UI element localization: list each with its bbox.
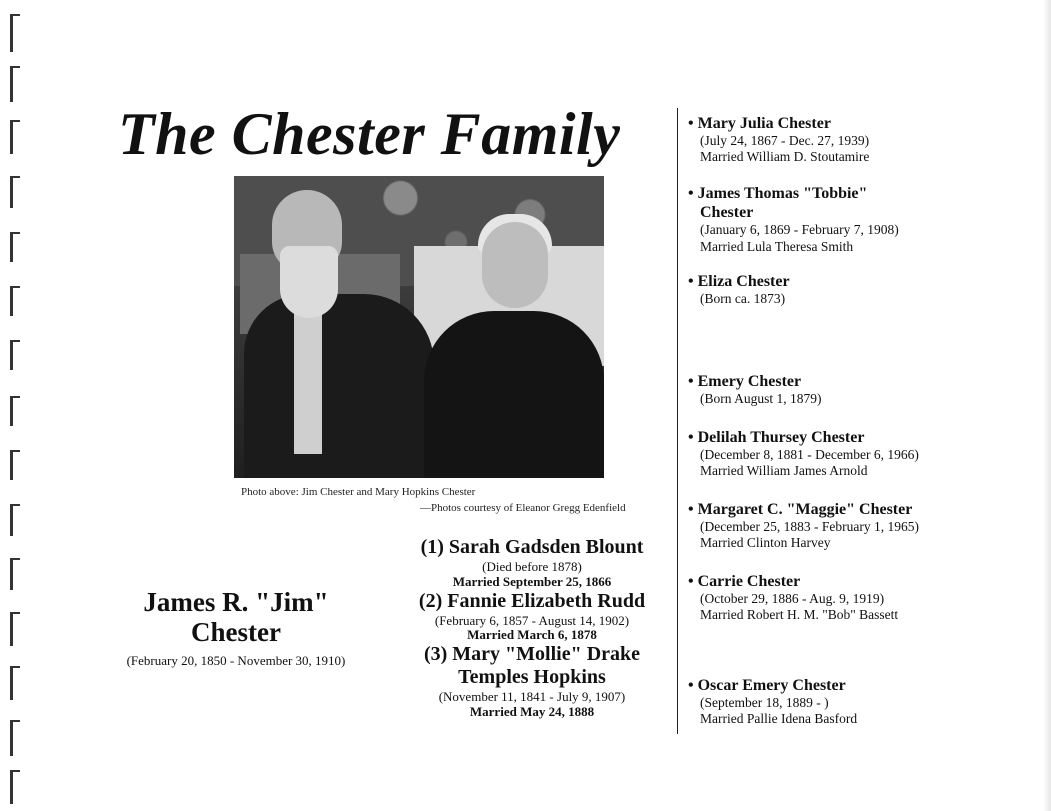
family-photo [234, 176, 604, 478]
page-edge-shadow [1043, 0, 1051, 811]
child-entry [688, 676, 1033, 728]
child-dates: (Born August 1, 1879) [700, 391, 822, 407]
photo-man-figure [244, 294, 434, 478]
child-entry [688, 428, 1033, 480]
photo-caption: Photo above: Jim Chester and Mary Hopkins Chester [241, 486, 476, 498]
child-name: Carrie Chester [697, 573, 801, 590]
child-spouse: Married Robert H. M. "Bob" Bassett [700, 607, 899, 623]
spouses-list [392, 536, 672, 720]
child-dates: (January 6, 1869 - February 7, 1908) [700, 222, 899, 238]
child-entry [688, 500, 1033, 552]
spouse-name-line2: Temples Hopkins [458, 666, 606, 689]
bullet-icon: • [688, 373, 694, 390]
spouse-entry [392, 643, 672, 720]
spouse-entry [392, 590, 672, 644]
child-entry [688, 184, 1033, 255]
spouse-dates: (February 6, 1857 - August 14, 1902) [434, 612, 630, 628]
child-dates: (September 18, 1889 - ) [700, 695, 829, 711]
spouse-dates: (Died before 1878) [482, 559, 582, 574]
child-entry [688, 114, 1033, 166]
photo-credit: —Photos courtesy of Eleanor Gregg Edenfield [420, 502, 626, 514]
spouse-married: Married May 24, 1888 [469, 703, 595, 719]
child-dates: (Born ca. 1873) [700, 291, 786, 307]
child-spouse: Married William D. Stoutamire [700, 149, 870, 165]
patriarch-name-line1: James R. "Jim" [143, 587, 329, 617]
child-dates: (December 25, 1883 - February 1, 1965) [700, 519, 919, 535]
spouse-married: Married March 6, 1878 [467, 627, 597, 643]
spouse-name-line1: (3) Mary "Mollie" Drake [423, 643, 641, 666]
photo-woman-figure [424, 311, 604, 478]
child-entry [688, 372, 1033, 407]
spouse-name: (1) Sarah Gadsden Blount [420, 536, 644, 558]
bullet-icon: • [688, 273, 694, 290]
photo-man-beard [280, 246, 338, 318]
binder-holes [10, 0, 24, 811]
child-entry [688, 572, 1033, 624]
column-divider [677, 108, 678, 734]
child-spouse: Married Pallie Idena Basford [700, 711, 858, 727]
child-name-line2: Chester [700, 204, 754, 222]
child-name: Delilah Thursey Chester [697, 429, 865, 446]
spouse-married: Married September 25, 1866 [452, 573, 612, 589]
page-title: The Chester Family [118, 101, 621, 167]
bullet-icon: • [688, 115, 694, 132]
child-spouse: Married William James Arnold [700, 463, 868, 479]
spouse-name: (2) Fannie Elizabeth Rudd [418, 589, 646, 612]
patriarch-block [100, 588, 372, 669]
photo-woman-head [482, 222, 548, 308]
bullet-icon: • [688, 677, 694, 694]
spouse-entry [392, 536, 672, 590]
child-name: Mary Julia Chester [697, 115, 831, 132]
child-name: Oscar Emery Chester [697, 677, 846, 694]
patriarch-dates: (February 20, 1850 - November 30, 1910) [126, 653, 346, 669]
child-name-line1: James Thomas "Tobbie" [697, 185, 868, 202]
spouse-dates: (November 11, 1841 - July 9, 1907) [438, 689, 626, 705]
child-name: Eliza Chester [697, 273, 790, 290]
bullet-icon: • [688, 185, 694, 202]
bullet-icon: • [688, 573, 694, 590]
child-dates: (July 24, 1867 - Dec. 27, 1939) [700, 133, 870, 149]
child-spouse: Married Clinton Harvey [700, 535, 831, 551]
child-dates: (October 29, 1886 - Aug. 9, 1919) [700, 591, 885, 607]
child-name: Margaret C. "Maggie" Chester [697, 501, 913, 518]
child-spouse: Married Lula Theresa Smith [700, 238, 854, 254]
bullet-icon: • [688, 501, 694, 518]
child-name: Emery Chester [697, 373, 802, 390]
photo-man-shirt [294, 304, 322, 454]
bullet-icon: • [688, 429, 694, 446]
child-entry [688, 272, 1033, 307]
child-dates: (December 8, 1881 - December 6, 1966) [700, 447, 919, 463]
patriarch-name-line2: Chester [191, 616, 281, 647]
